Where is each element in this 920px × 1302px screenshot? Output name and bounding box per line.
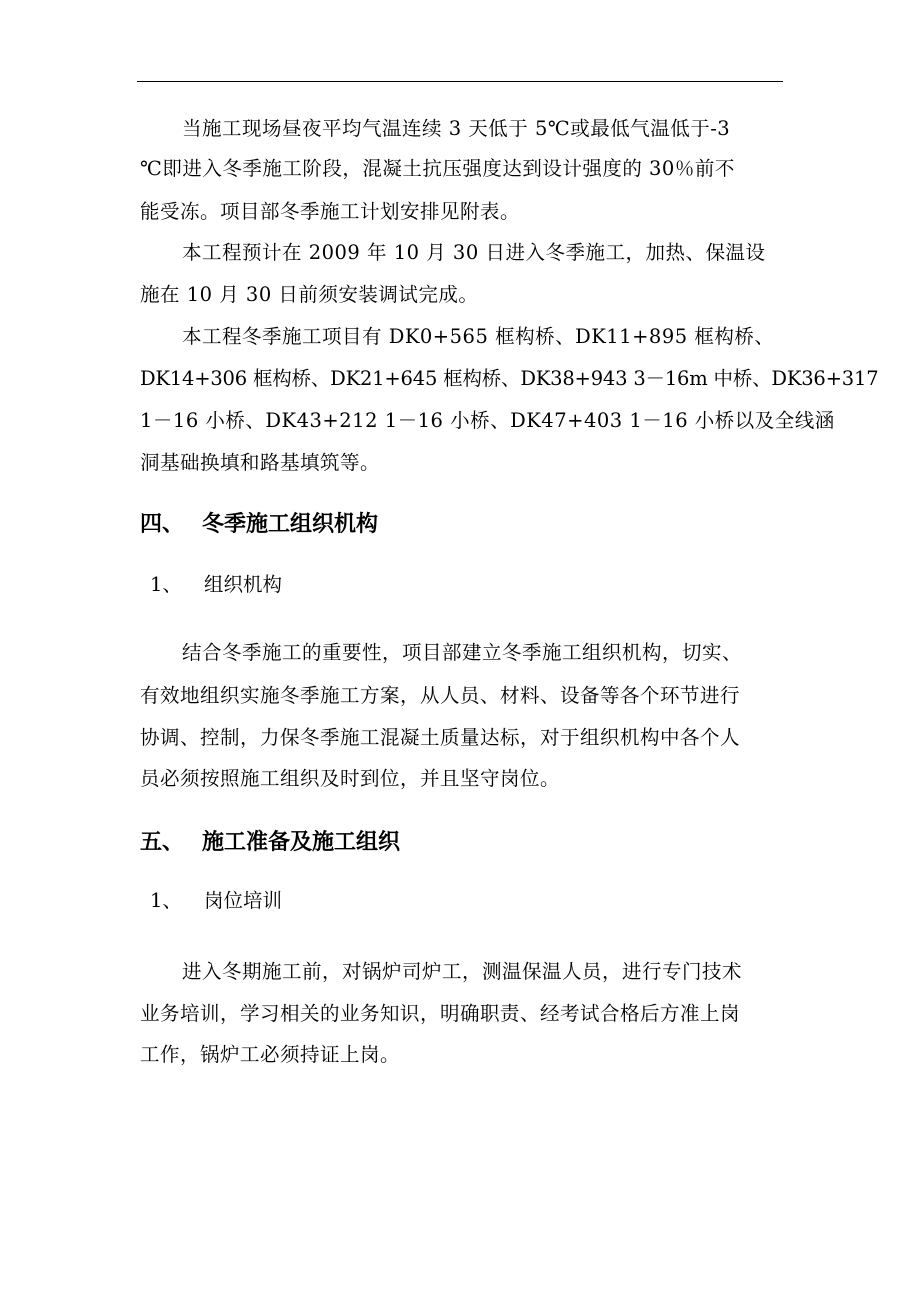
paragraph-5-line-1: 进入冬期施工前，对锅炉司炉工，测温保温人员，进行专门技术 — [182, 960, 743, 983]
paragraph-3-line-4: 洞基础换填和路基填筑等。 — [140, 451, 381, 474]
subsection-heading-4-1 — [150, 572, 282, 598]
paragraph-1-line-3: 能受冻。项目部冬季施工计划安排见附表。 — [140, 200, 521, 223]
paragraph-3-line-3: 1－16 小桥、DK43+212 1－16 小桥、DK47+403 1－16 小桥以及全线涵 — [140, 409, 835, 432]
subsection-title: 岗位培训 — [204, 889, 283, 912]
subsection-number: 1、 — [150, 889, 182, 912]
subsection-number: 1、 — [150, 573, 182, 596]
subsection-title: 组织机构 — [204, 573, 283, 596]
paragraph-2-line-1: 本工程预计在 2009 年 10 月 30 日进入冬季施工，加热、保温设 — [182, 241, 766, 264]
section-title: 施工准备及施工组织 — [202, 829, 401, 855]
paragraph-2-line-2: 施在 10 月 30 日前须安装调试完成。 — [140, 283, 479, 306]
paragraph-4-line-4: 员必须按照施工组织及时到位，并且坚守岗位。 — [140, 767, 561, 790]
paragraph-3-line-2: DK14+306 框构桥、DK21+645 框构桥、DK38+943 3－16m 中桥、DK36+317 — [140, 367, 879, 390]
paragraph-5-line-2: 业务培训，学习相关的业务知识，明确职责、经考试合格后方准上岗 — [140, 1002, 741, 1025]
paragraph-5-line-3: 工作，锅炉工必须持证上岗。 — [140, 1043, 401, 1066]
section-heading-5 — [140, 827, 400, 857]
section-heading-4 — [140, 509, 378, 539]
paragraph-3-line-1: 本工程冬季施工项目有 DK0+565 框构桥、DK11+895 框构桥、 — [182, 325, 775, 348]
section-number: 四、 — [140, 511, 185, 537]
section-number: 五、 — [140, 829, 185, 855]
paragraph-4-line-2: 有效地组织实施冬季施工方案，从人员、材料、设备等各个环节进行 — [140, 684, 741, 707]
paragraph-1-line-2: ℃即进入冬季施工阶段，混凝土抗压强度达到设计强度的 30％前不 — [140, 157, 735, 180]
header-rule — [137, 81, 783, 82]
section-title: 冬季施工组织机构 — [202, 511, 379, 537]
paragraph-4-line-3: 协调、控制，力保冬季施工混凝土质量达标，对于组织机构中各个人 — [140, 726, 741, 749]
paragraph-1-line-1: 当施工现场昼夜平均气温连续 3 天低于 5℃或最低气温低于-3 — [182, 117, 731, 140]
subsection-heading-5-1 — [150, 888, 282, 914]
paragraph-4-line-1: 结合冬季施工的重要性，项目部建立冬季施工组织机构，切实、 — [182, 641, 743, 664]
